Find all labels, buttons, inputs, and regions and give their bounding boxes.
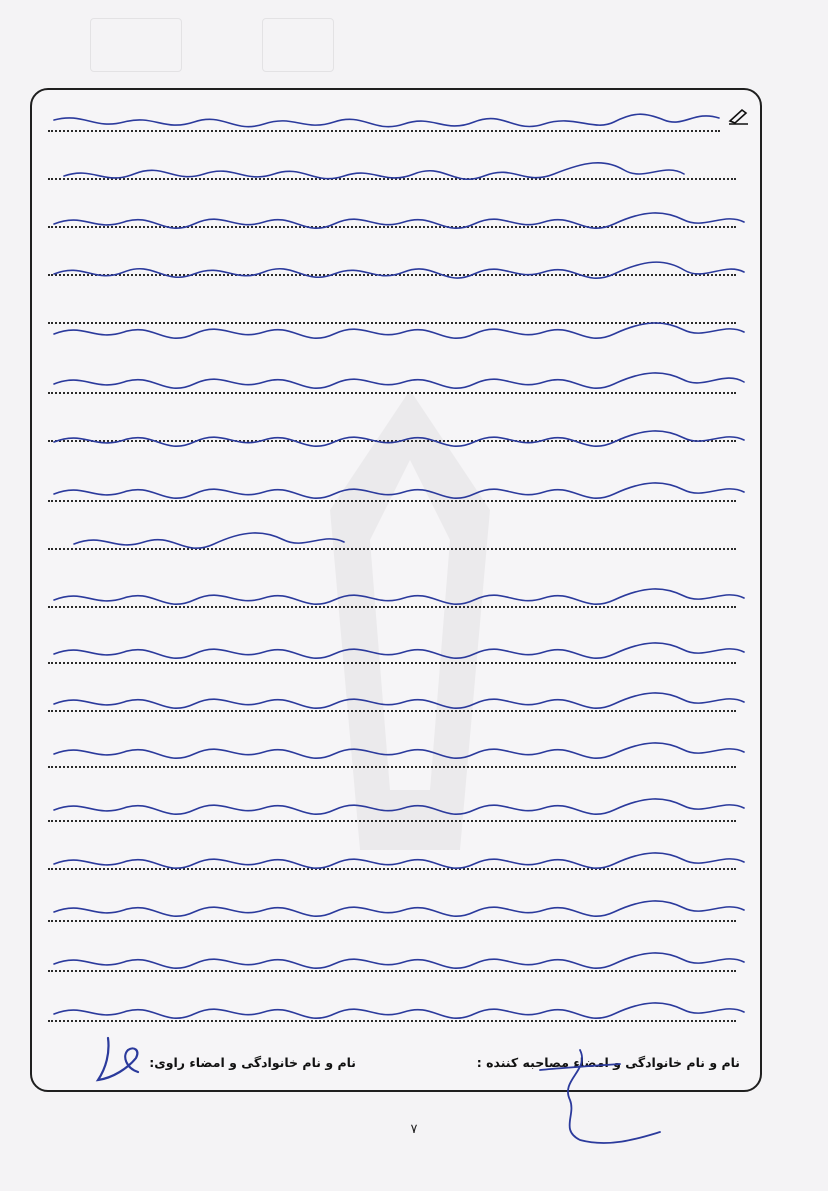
interviewer-signature-label: نام و نام خانوادگی و امضاء مصاحبه کننده :	[476, 1055, 740, 1070]
narrator-signature	[88, 1028, 148, 1088]
faint-stamp-box	[262, 18, 334, 72]
page-number: ۷	[410, 1122, 418, 1137]
handwritten-text	[44, 100, 750, 1040]
narrator-signature-label: نام و نام خانوادگی و امضاء راوی:	[149, 1055, 356, 1070]
faint-stamp-box	[90, 18, 182, 72]
